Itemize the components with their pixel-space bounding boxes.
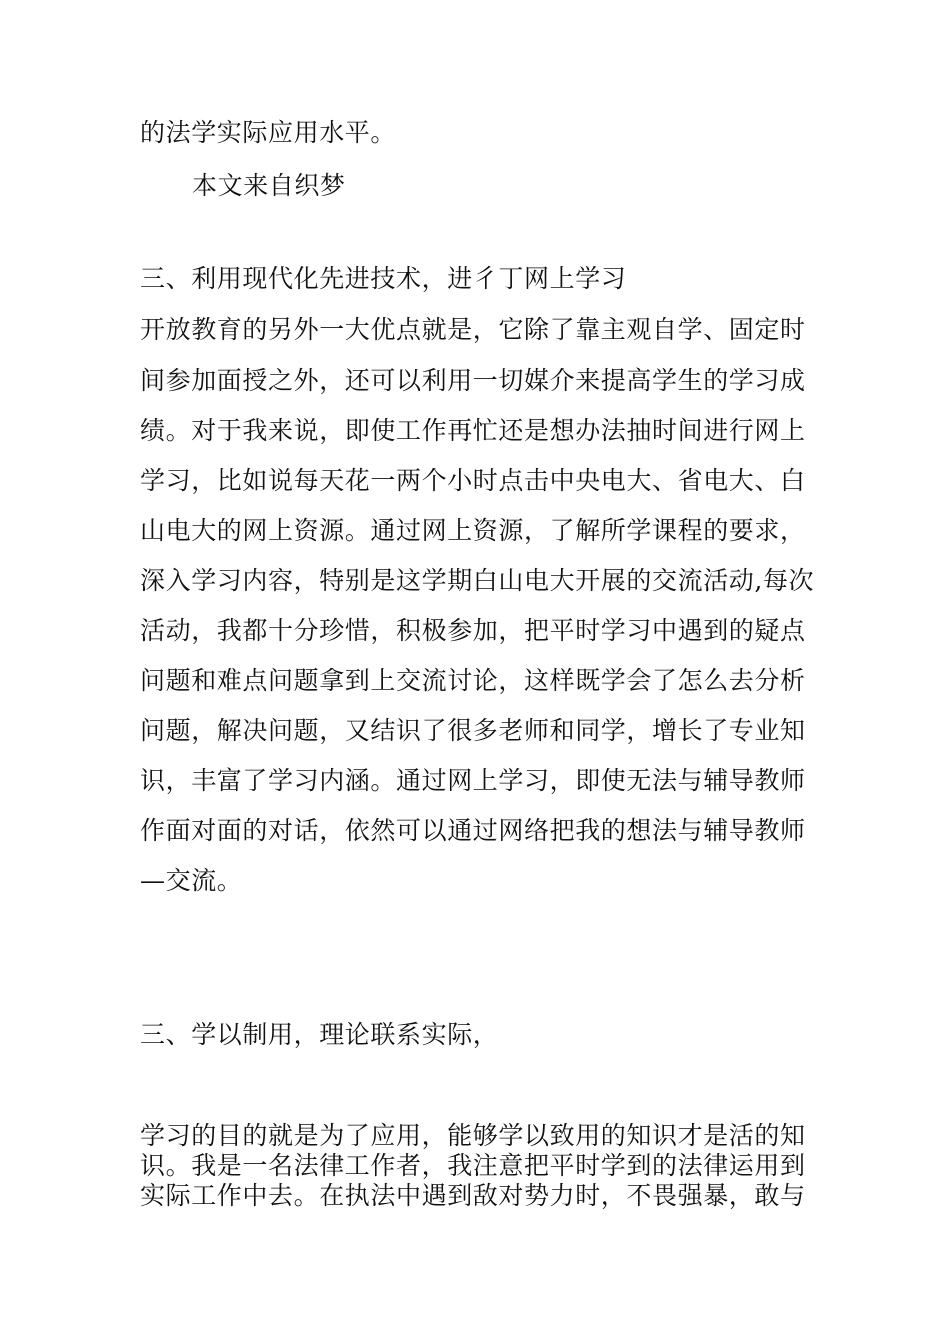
paragraph-line: 问题，解决问题，又结识了很多老师和同学，增长了专业知 bbox=[140, 716, 806, 745]
paragraph-line: 问题和难点问题拿到上交流讨论，这样既学会了怎么去分析 bbox=[140, 666, 806, 695]
paragraph-line: 间参加面授之外，还可以利用一切媒介来提高学生的学习成 bbox=[140, 366, 806, 395]
paragraph-line: 的法学实际应用水平。 bbox=[140, 118, 397, 147]
paragraph-line: 活动，我都十分珍惜，积极参加，把平时学习中遇到的疑点 bbox=[140, 616, 806, 645]
paragraph-line: 开放教育的另外一大优点就是，它除了靠主观自学、固定时 bbox=[140, 315, 806, 344]
paragraph-line: —交流。 bbox=[140, 866, 243, 895]
source-note: 本文来自织梦 bbox=[192, 171, 346, 200]
paragraph-line: 学习的目的就是为了应用，能够学以致用的知识才是活的知 bbox=[140, 1121, 806, 1150]
paragraph-line: 识。我是一名法律工作者，我注意把平时学到的法律运用到 bbox=[140, 1151, 806, 1180]
paragraph-line: 山电大的网上资源。通过网上资源，了解所学课程的要求， bbox=[140, 516, 806, 545]
paragraph-line: 绩。对于我来说，即使工作再忙还是想办法抽时间进行网上 bbox=[140, 416, 806, 445]
paragraph-line: 作面对面的对话，依然可以通过网络把我的想法与辅导教师 bbox=[140, 816, 806, 845]
paragraph-line: 识，丰富了学习内涵。通过网上学习，即使无法与辅导教师 bbox=[140, 766, 806, 795]
paragraph-line: 深入学习内容，特别是这学期白山电大开展的交流活动,每次 bbox=[140, 566, 815, 595]
section-heading-practice: 三、学以制用，理论联系实际， bbox=[140, 1020, 499, 1049]
section-heading-online: 三、利用现代化先进技术，进彳丁网上学习 bbox=[140, 264, 627, 293]
paragraph-line: 学习，比如说每天花一两个小时点击中央电大、省电大、白 bbox=[140, 466, 806, 495]
paragraph-line: 实际工作中去。在执法中遇到敌对势力时，不畏强暴，敢与 bbox=[140, 1181, 806, 1210]
